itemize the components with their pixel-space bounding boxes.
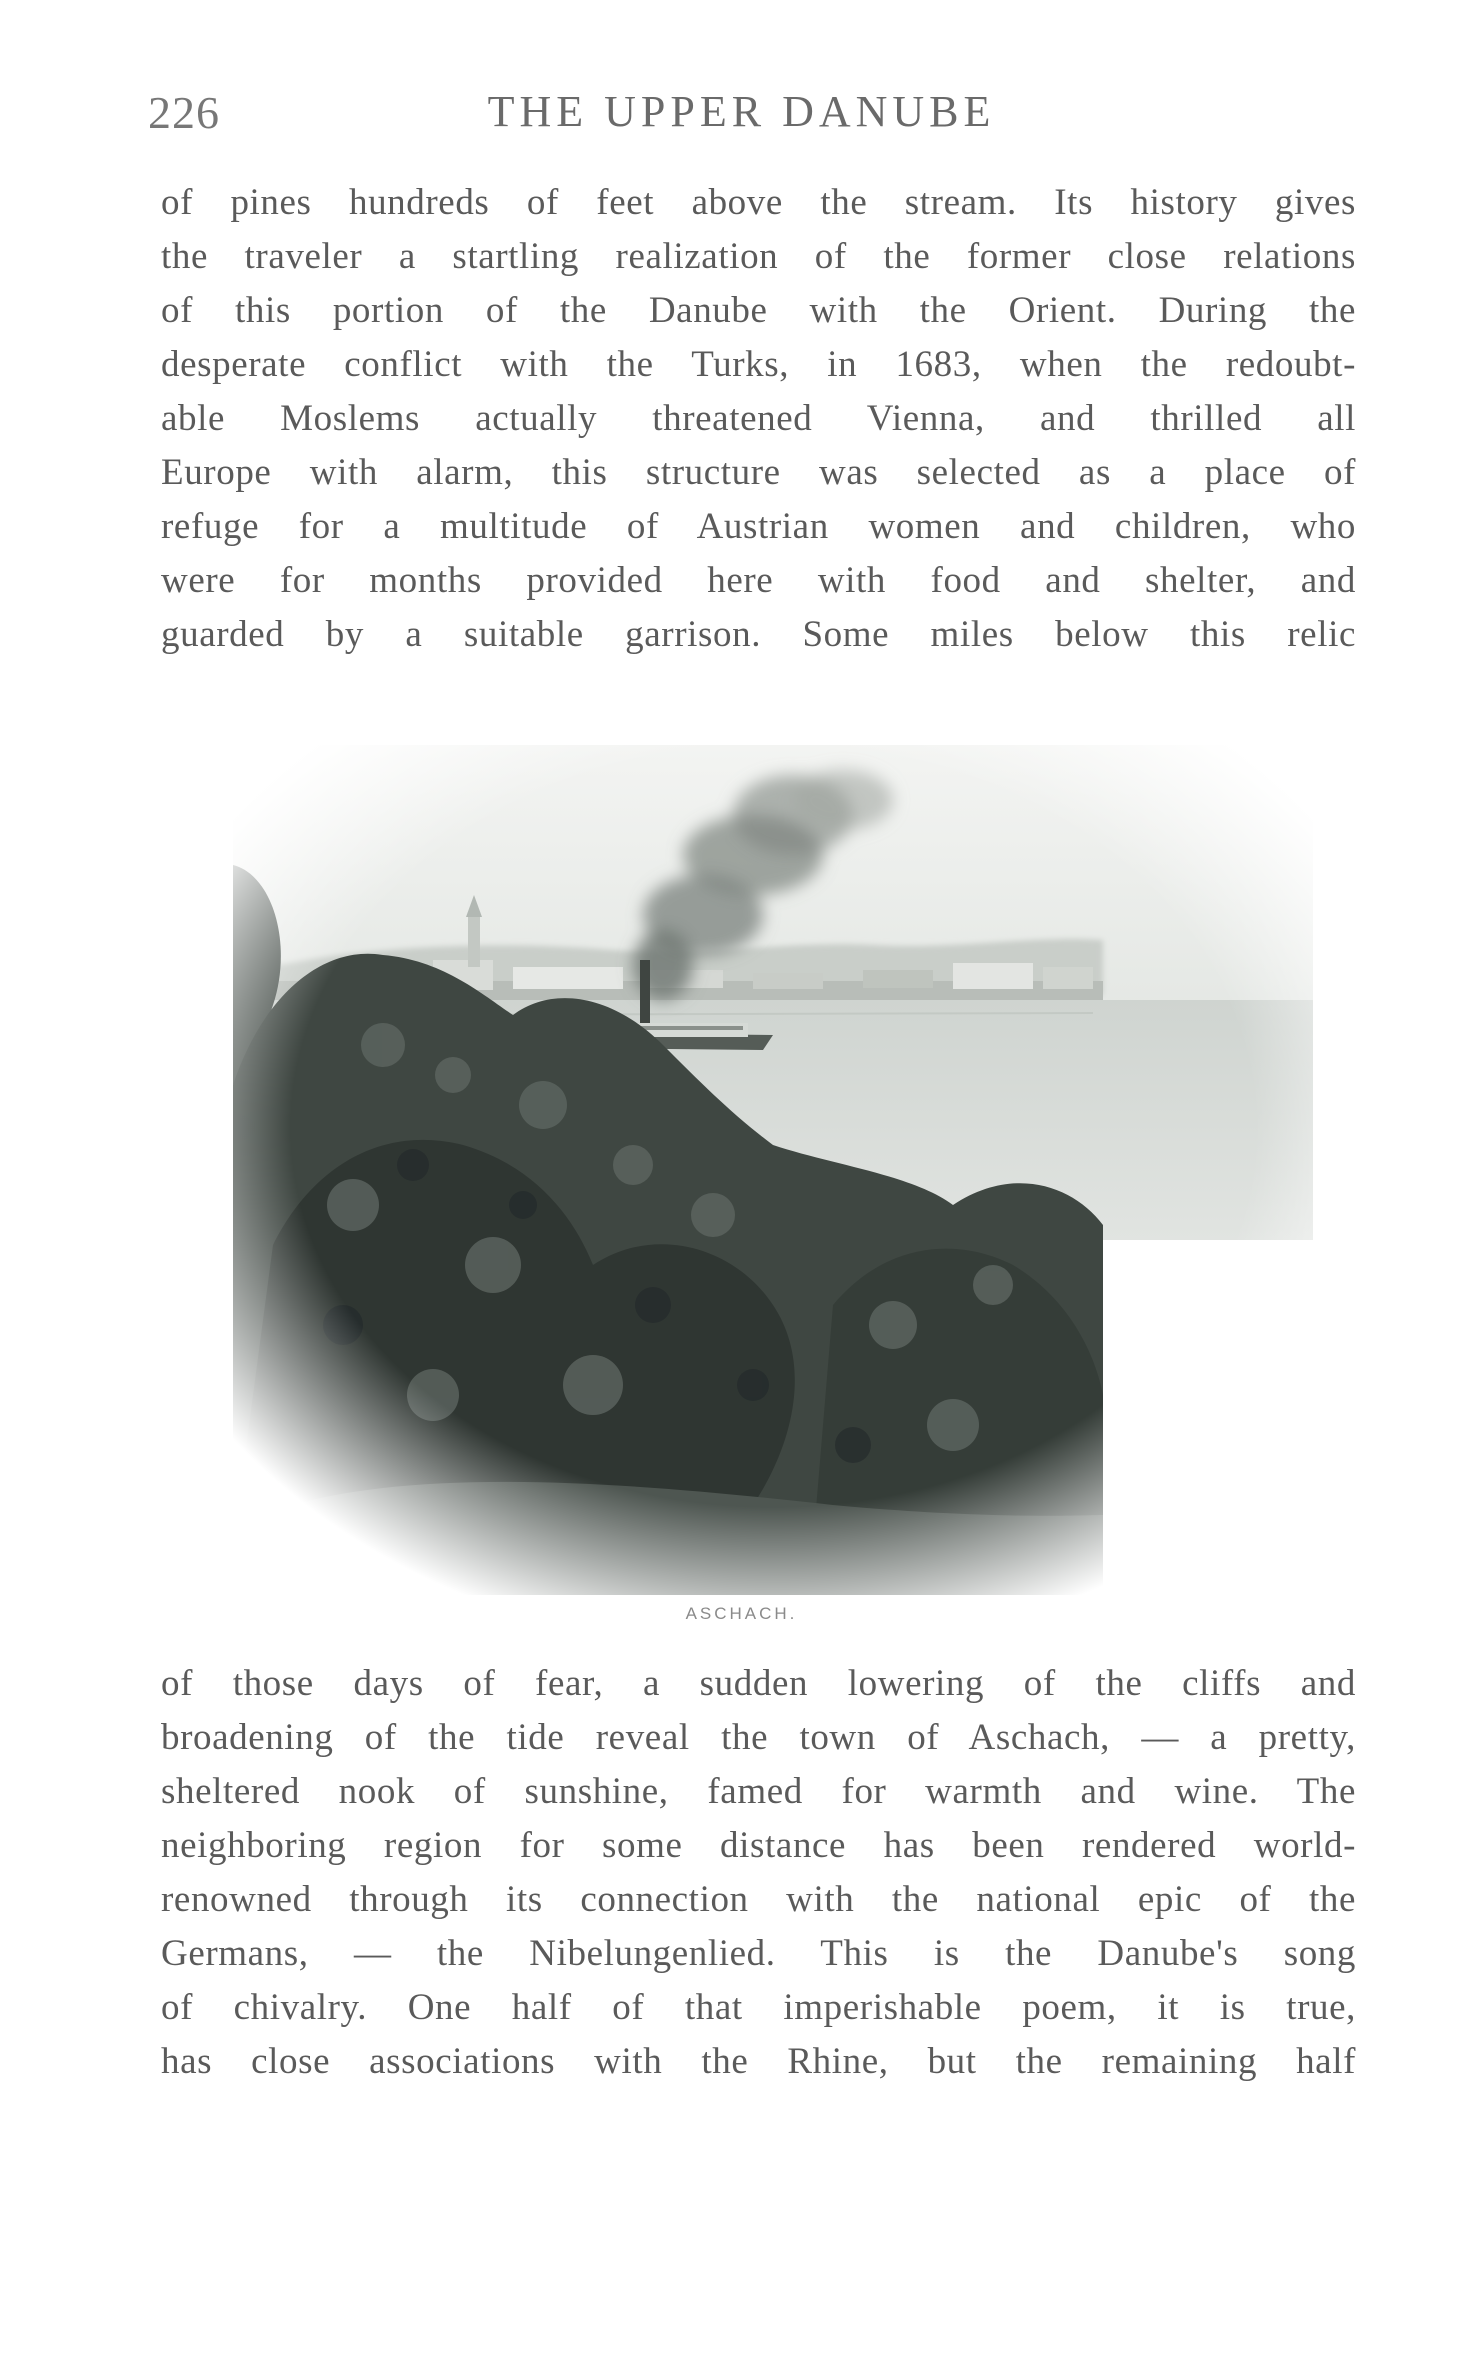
text-line: refuge for a multitude of Austrian women and children, who (161, 506, 1356, 547)
photograph-illustration (233, 745, 1313, 1595)
text-line: were for months provided here with food and shelter, and (161, 560, 1356, 601)
page-number: 226 (148, 87, 220, 138)
text-line: has close associations with the Rhine, but the remaining half (161, 2041, 1356, 2082)
text-line: of this portion of the Danube with the Orient. During the (161, 290, 1356, 331)
text-line: renowned through its connection with the national epic of the (161, 1879, 1356, 1920)
text-line: sheltered nook of sunshine, famed for warmth and wine. The (161, 1771, 1356, 1812)
figure-caption: ASCHACH. (685, 1604, 798, 1623)
body-text-top (161, 176, 1356, 662)
body-text-bottom (161, 1657, 1356, 2089)
text-line: the traveler a startling realization of the former close relations (161, 236, 1356, 277)
page-header (0, 86, 1483, 146)
text-line: of chivalry. One half of that imperishable poem, it is true, (161, 1987, 1356, 2028)
text-line: desperate conflict with the Turks, in 1683, when the redoubt- (161, 344, 1356, 385)
running-title: THE UPPER DANUBE (487, 87, 996, 136)
text-line: able Moslems actually threatened Vienna, and thrilled all (161, 398, 1356, 439)
text-line: guarded by a suitable garrison. Some miles below this relic (161, 614, 1356, 655)
text-line: of those days of fear, a sudden lowering of the cliffs and (161, 1663, 1356, 1704)
text-line: Germans, — the Nibelungenlied. This is the Danube's song (161, 1933, 1356, 1974)
aschach-photograph (233, 745, 1313, 1595)
text-line: of pines hundreds of feet above the stream. Its history gives (161, 182, 1356, 223)
text-line: neighboring region for some distance has been rendered world- (161, 1825, 1356, 1866)
text-line: broadening of the tide reveal the town of Aschach, — a pretty, (161, 1717, 1356, 1758)
text-line: Europe with alarm, this structure was selected as a place of (161, 452, 1356, 493)
vignette (233, 745, 1313, 1595)
